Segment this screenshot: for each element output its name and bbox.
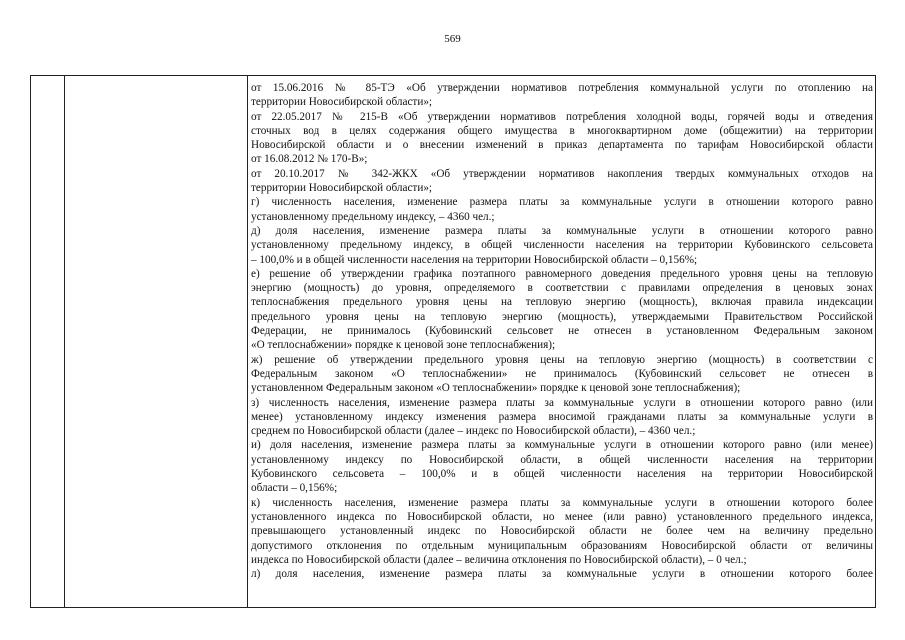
text-line: Федерации, не принималось (Кубовинский сельсовет не отнесен в установленном Федеральным законом	[251, 325, 873, 338]
text-line: Новосибирской области и о внесении изменений в приказ департамента по тарифам Новосибирской области	[251, 139, 873, 152]
text-line: энергию (мощность) до уровня, определяемого в соответствии с правилами определения в ценовых зонах	[251, 282, 873, 295]
document-table	[30, 75, 876, 608]
text-line: з) численность населения, изменение размера платы за коммунальные услуги в отношении которого равно (или	[251, 396, 873, 409]
text-line: индекса по Новосибирской области (далее – величина отклонения по Новосибирской области), – 0 чел.;	[251, 553, 747, 566]
text-line: сточных вод в целях содержания общего имущества в многоквартирном доме (общежитии) на территории	[251, 124, 873, 137]
text-line: установленному предельному индексу, – 4360 чел.;	[251, 210, 495, 223]
page-number: 569	[444, 33, 461, 45]
text-line: установленном Федеральным законом «О теплоснабжении» порядке к ценовой зоне теплоснабжения);	[251, 382, 741, 395]
text-line: к) численность населения, изменение размера платы за коммунальные услуги в отношении которого более	[251, 496, 873, 509]
text-line: допустимого отклонения по отдельным муниципальным образованиям Новосибирской области от величины	[251, 539, 873, 552]
text-line: от 20.10.2017 № 342-ЖКХ «Об утверждении нормативов накопления твердых коммунальных отходов на	[251, 167, 873, 180]
text-line: установленного индекса по Новосибирской области, но менее (или равно) установленного предельного индекса,	[251, 510, 873, 523]
table-column-divider	[64, 76, 65, 607]
text-line: области – 0,156%;	[251, 482, 338, 495]
text-line: ж) решение об утверждении предельного уровня цены на тепловую энергию (мощность) в соответствии с	[251, 353, 873, 366]
text-line: е) решение об утверждении графика поэтапного равномерного доведения предельного уровня цены на тепловую	[251, 267, 873, 280]
text-line: – 100,0% и в общей численности населения на территории Новосибирской области – 0,156%;	[251, 253, 698, 266]
text-line: «О теплоснабжении» порядке к ценовой зоне теплоснабжения);	[251, 339, 556, 352]
text-line: и) доля населения, изменение размера платы за коммунальные услуги в отношении которого равно (или менее)	[251, 439, 873, 452]
text-line: территории Новосибирской области»;	[251, 96, 433, 109]
text-line: менее) установленному индексу изменения размера вносимой гражданами платы за коммунальные услуги в	[251, 410, 873, 423]
text-line: предельного уровня цены на тепловую энергию (мощность), утверждаемыми Правительством Российской	[251, 310, 873, 323]
text-line: теплоснабжения предельного уровня цены на тепловую энергию (мощность), включая правила индексации	[251, 296, 873, 309]
text-line: превышающего установленный индекс по Новосибирской области не более чем на величину предельно	[251, 525, 873, 538]
text-line: г) численность населения, изменение размера платы за коммунальные услуги в отношении которого равно	[251, 196, 873, 209]
text-line: Федеральным законом «О теплоснабжении» не принималось (Кубовинский сельсовет не отнесен в	[251, 367, 873, 380]
text-line: территории Новосибирской области»;	[251, 182, 433, 195]
table-text-cell	[251, 81, 873, 581]
table-column-divider	[247, 76, 248, 607]
text-line: л) доля населения, изменение размера платы за коммунальные услуги в отношении которого более	[251, 568, 873, 581]
text-line: среднем по Новосибирской области (далее – индекс по Новосибирской области), – 4360 чел.;	[251, 425, 696, 438]
text-line: д) доля населения, изменение размера платы за коммунальные услуги в отношении которого равно	[251, 224, 873, 237]
text-line: от 15.06.2016 № 85-ТЭ «Об утверждении нормативов потребления коммунальной услуги по отоплению на	[251, 82, 873, 94]
text-line: установленному предельному индексу, в общей численности населения на территории Кубовинского сельсовета	[251, 239, 873, 252]
text-line: от 22.05.2017 № 215-В «Об утверждении нормативов потребления холодной воды, горячей воды и отведения	[251, 110, 873, 123]
text-line: от 16.08.2012 № 170-В»;	[251, 153, 368, 166]
text-line: установленному индексу по Новосибирской области, в общей численности населения на территории	[251, 453, 873, 466]
text-line: Кубовинского сельсовета – 100,0% и в общей численности населения на территории Новосибирской	[251, 468, 873, 481]
